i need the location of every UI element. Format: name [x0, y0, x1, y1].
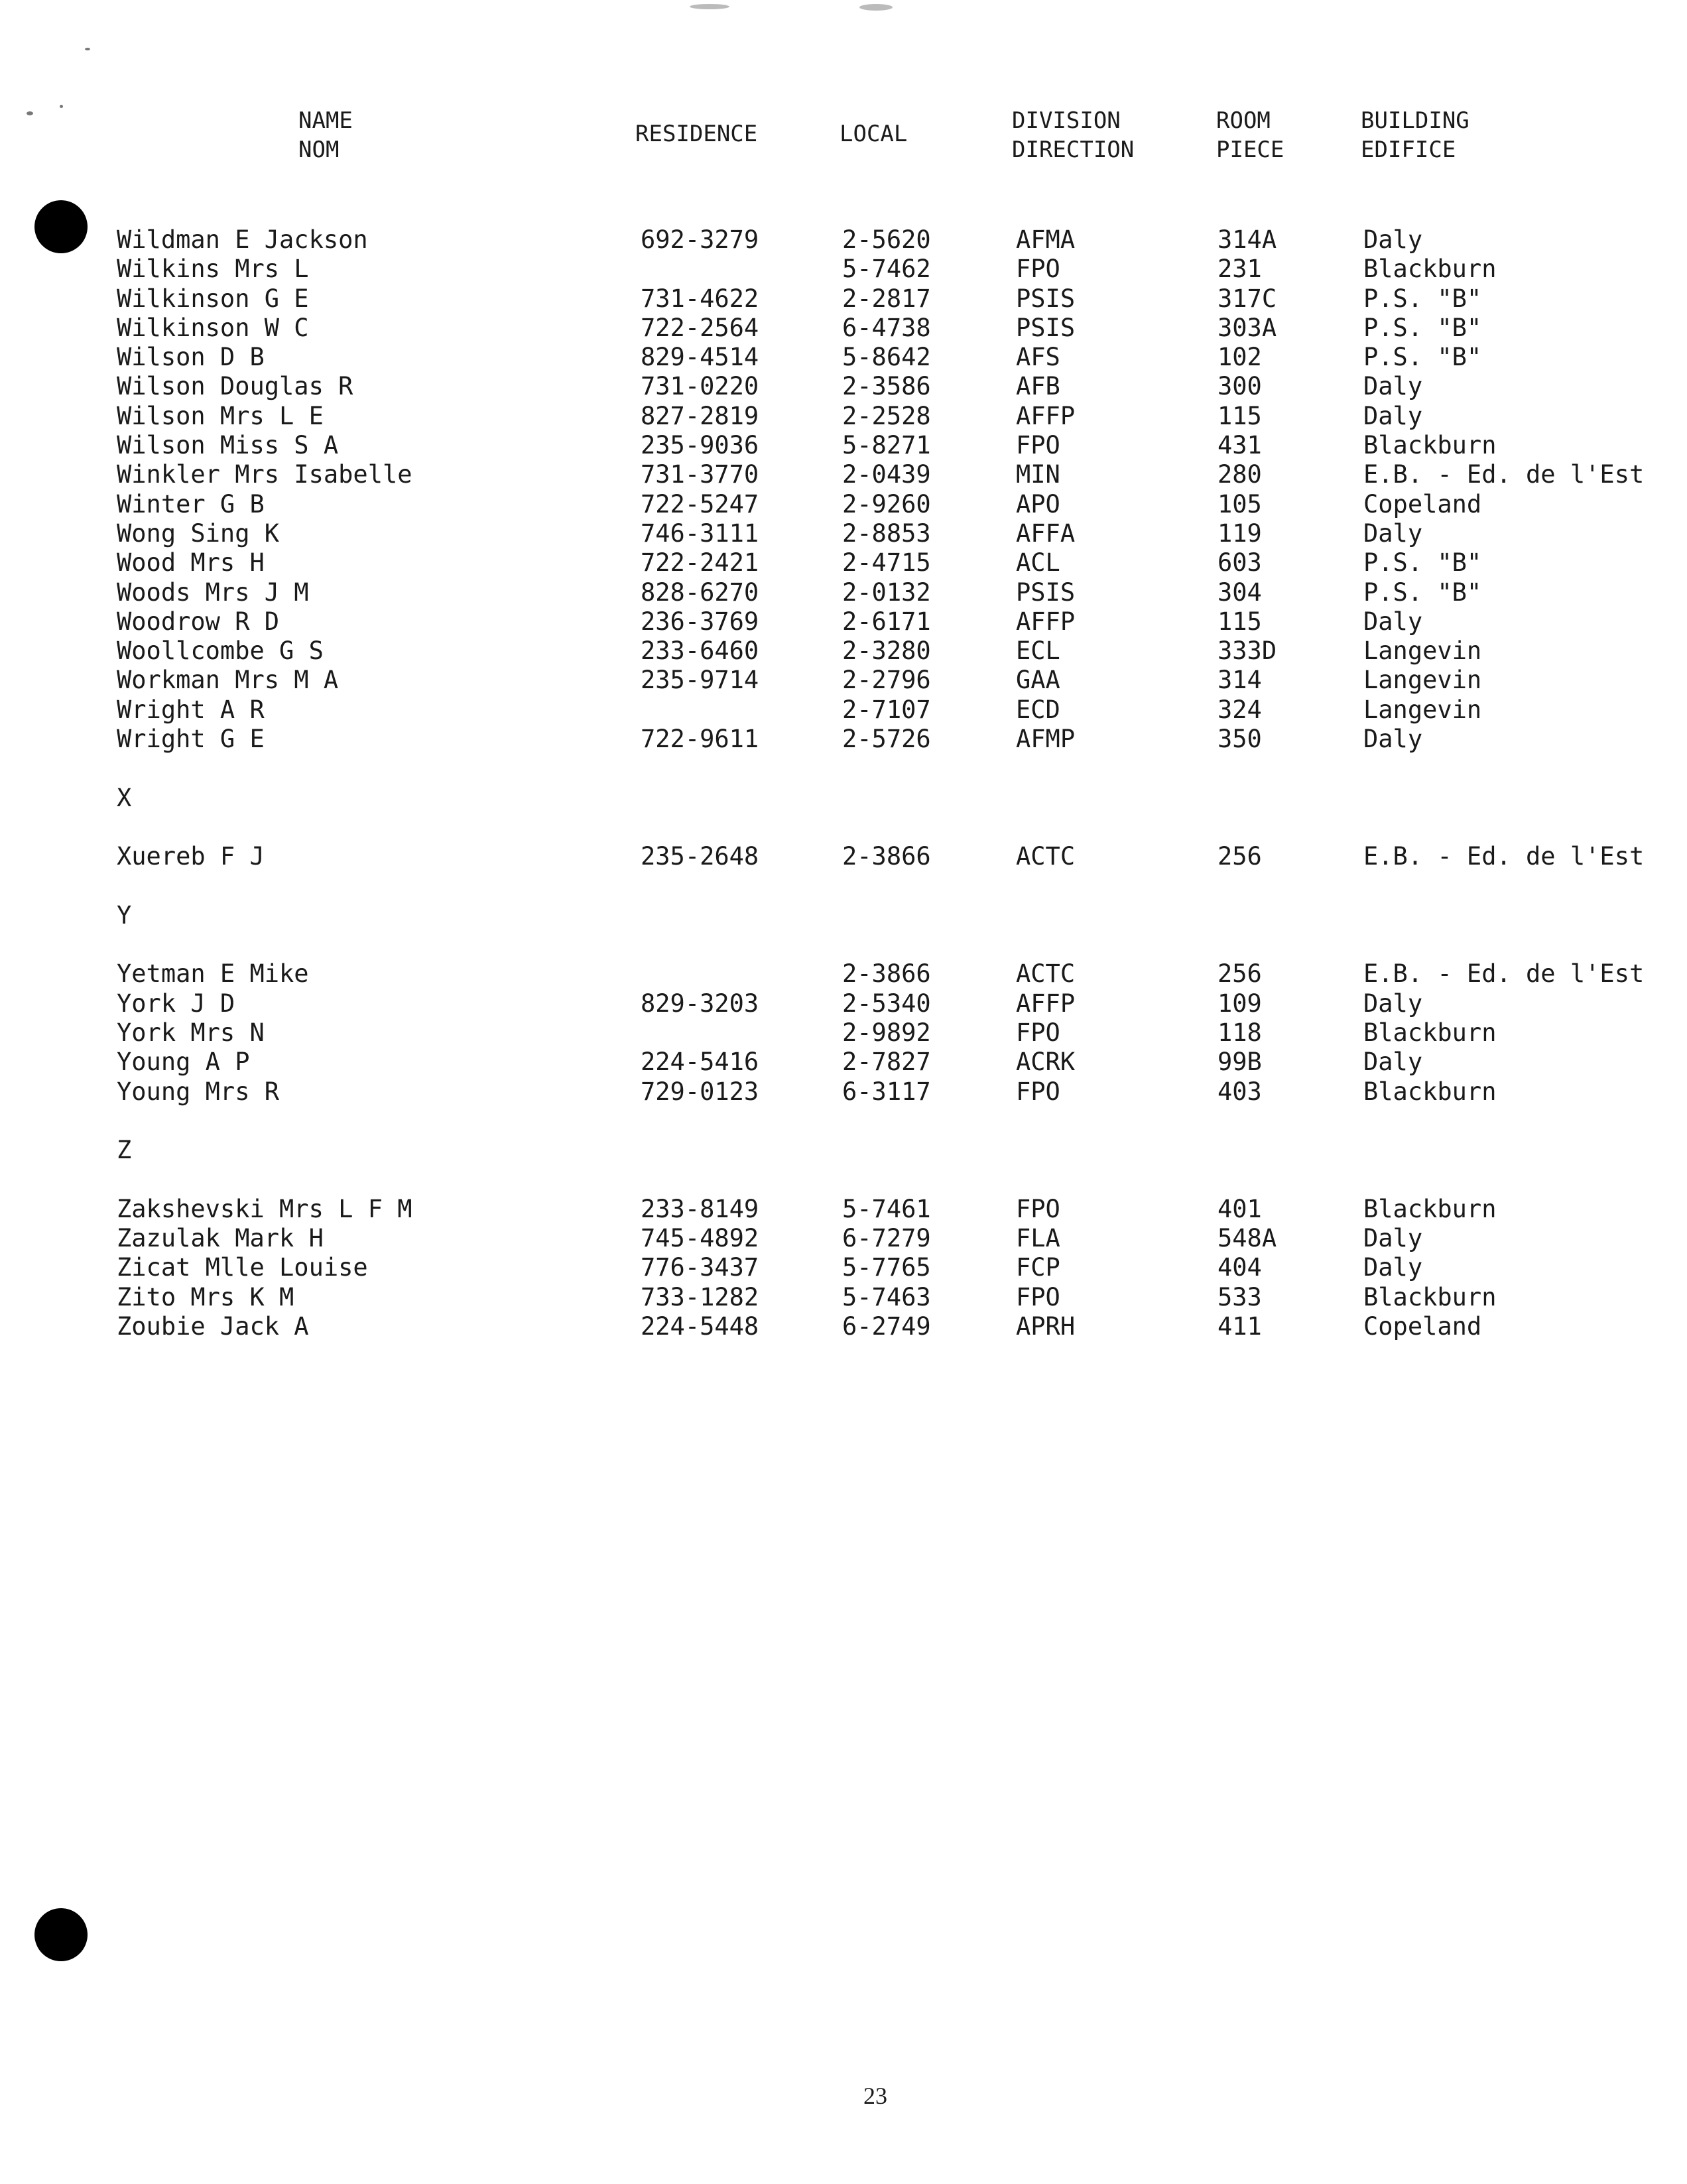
entry-room: 115 [1218, 401, 1262, 430]
entry-building: P.S. "B" [1363, 577, 1482, 607]
entry-building: Daly [1363, 225, 1423, 254]
scan-speck [690, 4, 729, 9]
entry-local: 2-2817 [842, 284, 931, 313]
entry-residence: 731-4622 [641, 284, 759, 313]
entry-room: 314 [1218, 666, 1262, 695]
entry-name: Wilson Miss S A [117, 431, 339, 460]
entry-building: Daly [1363, 401, 1423, 430]
directory-row [0, 1224, 1687, 1253]
header-name [298, 106, 353, 164]
entry-building: P.S. "B" [1363, 313, 1482, 342]
entry-name: Winter G B [117, 489, 265, 518]
header-building-line1: BUILDING [1361, 107, 1469, 134]
entry-room: 115 [1218, 607, 1262, 636]
punch-hole-bottom [34, 1908, 88, 1961]
entry-local: 2-4715 [842, 548, 931, 577]
directory-row [0, 725, 1687, 754]
entry-room: 314A [1218, 225, 1277, 254]
entry-name: Zazulak Mark H [117, 1224, 324, 1253]
entry-room: 350 [1218, 725, 1262, 754]
entry-room: 280 [1218, 460, 1262, 489]
entry-local: 2-8853 [842, 518, 931, 548]
entry-local: 5-7463 [842, 1282, 931, 1311]
entry-name: Zito Mrs K M [117, 1282, 294, 1311]
entry-division: AFFA [1016, 518, 1076, 548]
section-letter-row [0, 1136, 1687, 1165]
entry-local: 5-8271 [842, 431, 931, 460]
entry-residence: 733-1282 [641, 1282, 759, 1311]
entry-division: ACTC [1016, 842, 1076, 871]
entry-residence: 745-4892 [641, 1224, 759, 1253]
entry-local: 5-7461 [842, 1194, 931, 1223]
entry-name: Wilkins Mrs L [117, 255, 309, 284]
entry-division: PSIS [1016, 577, 1076, 607]
entry-name: York J D [117, 989, 235, 1018]
entry-residence: 692-3279 [641, 225, 759, 254]
header-division-line1: DIVISION [1012, 107, 1121, 134]
entry-division: FPO [1016, 1194, 1060, 1223]
section-gap [0, 813, 1687, 842]
directory-row [0, 372, 1687, 401]
entry-local: 2-6171 [842, 607, 931, 636]
entry-name: Wilkinson G E [117, 284, 309, 313]
section-letter-row [0, 901, 1687, 930]
directory-row [0, 666, 1687, 695]
entry-room: 404 [1218, 1253, 1262, 1282]
entry-building: Blackburn [1363, 1018, 1497, 1048]
entry-division: PSIS [1016, 284, 1076, 313]
section-gap [0, 754, 1687, 783]
entry-name: Wong Sing K [117, 518, 280, 548]
directory-row [0, 255, 1687, 284]
directory-row [0, 637, 1687, 666]
entry-building: Daly [1363, 1253, 1423, 1282]
entry-division: PSIS [1016, 313, 1076, 342]
scan-speck [85, 48, 90, 50]
directory-row [0, 519, 1687, 548]
directory-row [0, 460, 1687, 489]
entry-local: 5-7765 [842, 1253, 931, 1282]
entry-residence: 722-2564 [641, 313, 759, 342]
entry-name: Zicat Mlle Louise [117, 1253, 368, 1282]
header-name-line2: NOM [298, 137, 340, 163]
header-room-line1: ROOM [1216, 107, 1271, 134]
entry-building: E.B. - Ed. de l'Est [1363, 959, 1645, 989]
entry-residence: 722-5247 [641, 489, 759, 518]
entry-name: Wright G E [117, 725, 265, 754]
entry-local: 2-3280 [842, 637, 931, 666]
entry-residence: 829-4514 [641, 343, 759, 372]
section-letter-row [0, 784, 1687, 813]
entry-residence: 235-2648 [641, 842, 759, 871]
directory-row [0, 490, 1687, 519]
entry-room: 411 [1218, 1311, 1262, 1341]
entry-local: 2-5340 [842, 989, 931, 1018]
entry-name: Woollcombe G S [117, 637, 324, 666]
directory-row [0, 1195, 1687, 1224]
entry-building: Copeland [1363, 489, 1482, 518]
entry-local: 2-3586 [842, 372, 931, 401]
entry-name: Workman Mrs M A [117, 666, 339, 695]
entry-room: 533 [1218, 1282, 1262, 1311]
entry-residence: 235-9714 [641, 666, 759, 695]
section-gap [0, 930, 1687, 959]
section-gap [0, 1107, 1687, 1136]
entry-building: Daly [1363, 1224, 1423, 1253]
entry-division: AFFP [1016, 989, 1076, 1018]
entry-local: 2-3866 [842, 959, 931, 989]
entry-name: Wood Mrs H [117, 548, 265, 577]
directory-row [0, 1018, 1687, 1048]
entry-room: 102 [1218, 343, 1262, 372]
entry-name: Young Mrs R [117, 1077, 280, 1106]
entry-name: Wildman E Jackson [117, 225, 368, 254]
header-division-line2: DIRECTION [1012, 137, 1135, 163]
directory-row [0, 284, 1687, 314]
directory-row [0, 1077, 1687, 1107]
entry-residence: 731-0220 [641, 372, 759, 401]
entry-residence: 828-6270 [641, 577, 759, 607]
entry-room: 99B [1218, 1048, 1262, 1077]
entry-room: 431 [1218, 431, 1262, 460]
entry-division: ACRK [1016, 1048, 1076, 1077]
entry-division: AFMA [1016, 225, 1076, 254]
entry-building: Daly [1363, 1048, 1423, 1077]
entry-room: 401 [1218, 1194, 1262, 1223]
directory-row [0, 402, 1687, 431]
entry-residence: 233-8149 [641, 1194, 759, 1223]
directory-row [0, 343, 1687, 372]
entry-name: Zoubie Jack A [117, 1311, 309, 1341]
directory-row [0, 959, 1687, 989]
entry-room: 333D [1218, 637, 1277, 666]
entry-name: Wilson Douglas R [117, 372, 353, 401]
entry-division: ACTC [1016, 959, 1076, 989]
entry-division: FCP [1016, 1253, 1060, 1282]
column-header [0, 106, 1687, 179]
entry-residence: 731-3770 [641, 460, 759, 489]
entry-building: Daly [1363, 372, 1423, 401]
header-name-line1: NAME [298, 107, 353, 134]
entry-room: 231 [1218, 255, 1262, 284]
entry-building: Blackburn [1363, 1194, 1497, 1223]
entry-name: Xuereb F J [117, 842, 265, 871]
entry-local: 6-2749 [842, 1311, 931, 1341]
entry-division: GAA [1016, 666, 1060, 695]
entry-building: E.B. - Ed. de l'Est [1363, 460, 1645, 489]
entry-local: 2-0439 [842, 460, 931, 489]
header-local [840, 119, 907, 149]
entry-division: MIN [1016, 460, 1060, 489]
entry-division: AFMP [1016, 725, 1076, 754]
entry-division: APRH [1016, 1311, 1076, 1341]
section-letter: Y [117, 900, 132, 930]
entry-name: Woodrow R D [117, 607, 280, 636]
entry-local: 6-4738 [842, 313, 931, 342]
directory-row [0, 578, 1687, 607]
entry-name: Winkler Mrs Isabelle [117, 460, 412, 489]
entry-division: AFB [1016, 372, 1060, 401]
entry-room: 403 [1218, 1077, 1262, 1106]
entry-local: 2-5620 [842, 225, 931, 254]
entry-name: Wilson Mrs L E [117, 401, 324, 430]
entry-building: P.S. "B" [1363, 548, 1482, 577]
entry-local: 5-8642 [842, 343, 931, 372]
page-number: 23 [863, 2083, 887, 2109]
section-gap [0, 872, 1687, 901]
header-residence [635, 119, 757, 149]
directory-row [0, 696, 1687, 725]
directory-row [0, 1253, 1687, 1282]
entry-residence: 722-2421 [641, 548, 759, 577]
entry-residence: 829-3203 [641, 989, 759, 1018]
entry-room: 603 [1218, 548, 1262, 577]
entry-name: Woods Mrs J M [117, 577, 309, 607]
entry-local: 2-0132 [842, 577, 931, 607]
entry-division: FPO [1016, 1077, 1060, 1106]
directory-row [0, 1283, 1687, 1312]
header-room [1216, 106, 1284, 164]
entry-room: 256 [1218, 959, 1262, 989]
entry-local: 2-7827 [842, 1048, 931, 1077]
entry-division: FPO [1016, 1282, 1060, 1311]
entry-building: Blackburn [1363, 431, 1497, 460]
entry-building: E.B. - Ed. de l'Est [1363, 842, 1645, 871]
entry-room: 119 [1218, 518, 1262, 548]
entry-division: APO [1016, 489, 1060, 518]
scan-speck [859, 4, 893, 11]
entry-residence: 233-6460 [641, 637, 759, 666]
entry-residence: 827-2819 [641, 401, 759, 430]
entry-local: 2-3866 [842, 842, 931, 871]
entry-local: 2-9892 [842, 1018, 931, 1048]
entry-division: FPO [1016, 255, 1060, 284]
entry-division: AFFP [1016, 401, 1076, 430]
entry-local: 6-3117 [842, 1077, 931, 1106]
directory-row [0, 989, 1687, 1018]
entry-room: 105 [1218, 489, 1262, 518]
entry-building: Langevin [1363, 695, 1482, 724]
section-gap [0, 1166, 1687, 1195]
header-building [1361, 106, 1469, 164]
entry-building: Daly [1363, 518, 1423, 548]
entry-name: Wright A R [117, 695, 265, 724]
entry-residence: 224-5448 [641, 1311, 759, 1341]
entry-division: FLA [1016, 1224, 1060, 1253]
header-local-label: LOCAL [840, 121, 908, 147]
entry-name: York Mrs N [117, 1018, 265, 1048]
entry-name: Zakshevski Mrs L F M [117, 1194, 412, 1223]
entry-building: Langevin [1363, 666, 1482, 695]
entry-room: 324 [1218, 695, 1262, 724]
entry-room: 303A [1218, 313, 1277, 342]
entry-building: P.S. "B" [1363, 343, 1482, 372]
entry-local: 2-2796 [842, 666, 931, 695]
entry-local: 2-2528 [842, 401, 931, 430]
entry-residence: 746-3111 [641, 518, 759, 548]
entry-residence: 235-9036 [641, 431, 759, 460]
entry-building: Daly [1363, 989, 1423, 1018]
directory-row [0, 431, 1687, 460]
directory-row [0, 842, 1687, 871]
entry-room: 548A [1218, 1224, 1277, 1253]
entry-local: 2-5726 [842, 725, 931, 754]
entry-room: 304 [1218, 577, 1262, 607]
directory-row [0, 1312, 1687, 1341]
entry-building: Daly [1363, 725, 1423, 754]
entry-division: ECD [1016, 695, 1060, 724]
entry-division: AFS [1016, 343, 1060, 372]
header-room-line2: PIECE [1216, 137, 1284, 163]
entry-name: Young A P [117, 1048, 250, 1077]
entry-room: 300 [1218, 372, 1262, 401]
directory-row [0, 225, 1687, 255]
section-letter: X [117, 783, 132, 812]
entry-residence: 722-9611 [641, 725, 759, 754]
header-building-line2: EDIFICE [1361, 137, 1456, 163]
entry-local: 5-7462 [842, 255, 931, 284]
entry-division: FPO [1016, 431, 1060, 460]
entry-room: 256 [1218, 842, 1262, 871]
entry-local: 2-7107 [842, 695, 931, 724]
entry-residence: 729-0123 [641, 1077, 759, 1106]
directory-row [0, 607, 1687, 637]
directory-row [0, 548, 1687, 577]
entry-local: 2-9260 [842, 489, 931, 518]
entry-division: ACL [1016, 548, 1060, 577]
entry-building: P.S. "B" [1363, 284, 1482, 313]
entry-residence: 776-3437 [641, 1253, 759, 1282]
entry-room: 317C [1218, 284, 1277, 313]
entry-room: 118 [1218, 1018, 1262, 1048]
header-residence-label: RESIDENCE [635, 121, 758, 147]
entry-name: Wilson D B [117, 343, 265, 372]
entry-residence: 224-5416 [641, 1048, 759, 1077]
entry-name: Yetman E Mike [117, 959, 309, 989]
section-letter: Z [117, 1136, 132, 1165]
entry-building: Copeland [1363, 1311, 1482, 1341]
entry-residence: 236-3769 [641, 607, 759, 636]
entry-division: ECL [1016, 637, 1060, 666]
directory-row [0, 1048, 1687, 1077]
header-division [1012, 106, 1134, 164]
entry-room: 109 [1218, 989, 1262, 1018]
entry-name: Wilkinson W C [117, 313, 309, 342]
directory-listing [0, 225, 1687, 1341]
entry-building: Blackburn [1363, 1282, 1497, 1311]
entry-building: Langevin [1363, 637, 1482, 666]
entry-division: AFFP [1016, 607, 1076, 636]
entry-building: Blackburn [1363, 1077, 1497, 1106]
entry-building: Blackburn [1363, 255, 1497, 284]
entry-local: 6-7279 [842, 1224, 931, 1253]
entry-division: FPO [1016, 1018, 1060, 1048]
entry-building: Daly [1363, 607, 1423, 636]
directory-row [0, 314, 1687, 343]
